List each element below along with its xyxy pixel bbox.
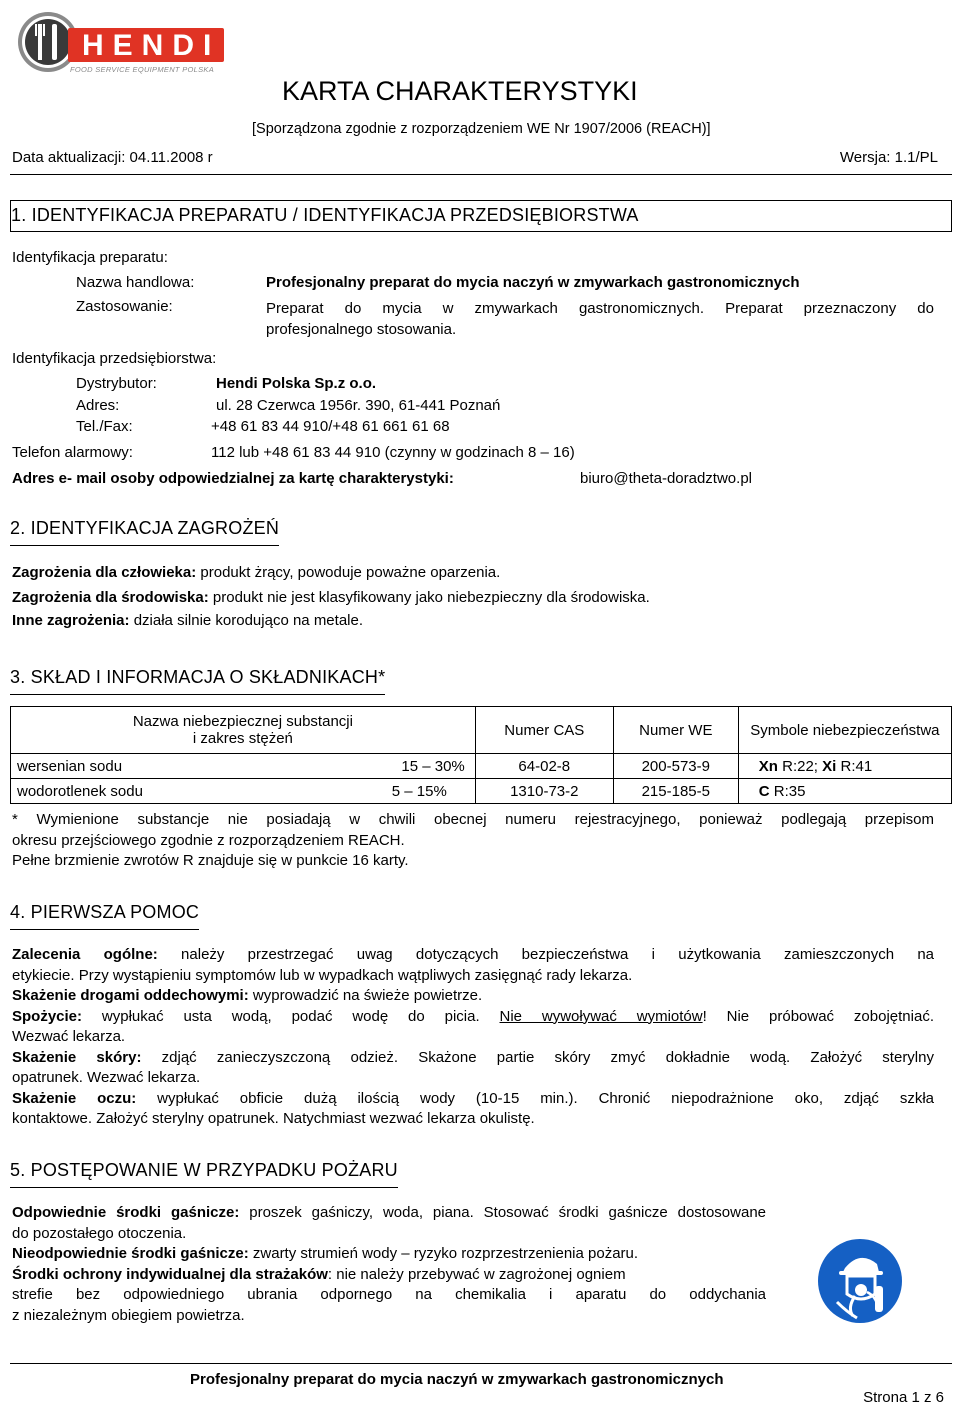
substance-cas: 64-02-8: [475, 754, 613, 779]
symbol-code: Xi: [822, 757, 837, 775]
hazard-env-value: produkt nie jest klasyfikowany jako niebezpieczny dla środowiska.: [212, 589, 650, 606]
section1-heading-box: [10, 200, 952, 232]
substance-name: wodorotlenek sodu: [11, 779, 293, 804]
hazard-human: [12, 564, 500, 581]
skin-text: zdjąć zanieczyszczoną odzież. Skażone partie skóry zmyć dokładnie wodą. Założyć sterylny: [161, 1048, 934, 1066]
skin-line2: opatrunek. Wezwać lekarza.: [12, 1069, 201, 1086]
general-label: Zalecenia ogólne:: [12, 946, 158, 963]
hazard-other: [12, 612, 363, 629]
header-substance-line2: i zakres stężeń: [192, 730, 293, 747]
table-row: [11, 754, 952, 779]
update-date: Data aktualizacji: 04.11.2008 r: [12, 149, 213, 166]
logo-tagline: FOOD SERVICE EQUIPMENT: [70, 65, 180, 74]
ppe-line1: [12, 1265, 766, 1286]
substance-concentration: 5 – 15%: [293, 779, 476, 804]
section1-heading: 1. IDENTYFIKACJA PREPARATU / IDENTYFIKACJA PRZEDSIĘBIORSTWA: [11, 205, 639, 225]
hazard-env: [12, 589, 650, 606]
unsuitable-text: zwarty strumień wody – ryzyko rozprzestrzenienia pożaru.: [252, 1245, 639, 1262]
trade-name-value: Profesjonalny preparat do mycia naczyń w zmywarkach gastronomicznych: [266, 274, 800, 291]
table-header-row: [11, 707, 952, 754]
section4-heading: 4. PIERWSZA POMOC: [10, 902, 199, 930]
suitable-text: proszek gaśniczy, woda, piana. Stosować środki gaśnicze dostosowane: [249, 1204, 767, 1221]
general-text: należy przestrzegać uwag dotyczących bezpieczeństwa i użytkowania zamieszczonych na: [181, 946, 935, 963]
hendi-logo: [16, 6, 226, 80]
header-substance: [11, 707, 476, 754]
hazard-human-value: produkt żrący, powoduje poważne oparzenia.: [200, 564, 501, 581]
footer-product: Profesjonalny preparat do mycia naczyń w zmywarkach gastronomicznych: [190, 1371, 724, 1388]
substances-table: [10, 706, 952, 804]
inhalation-label: Skażenie drogami oddechowymi:: [12, 987, 249, 1004]
note-line3: Pełne brzmienie zwrotów R znajduje się w punkcie 16 karty.: [12, 852, 409, 869]
unsuitable-line: [12, 1244, 766, 1265]
ingestion-line2: Wezwać lekarza.: [12, 1028, 126, 1045]
suitable-line1: [12, 1203, 766, 1224]
header-cas: Numer CAS: [475, 707, 613, 754]
hazard-other-label: Inne zagrożenia:: [12, 612, 130, 629]
substance-symbols: [738, 779, 951, 804]
suitable-label: Odpowiednie środki gaśnicze:: [12, 1204, 240, 1221]
trade-name-label: Nazwa handlowa:: [76, 274, 195, 291]
header-symbols: Symbole niebezpieczeństwa: [738, 707, 951, 754]
eye-line2: kontaktowe. Założyć sterylny opatrunek. Natychmiast wezwać lekarza okulistę.: [12, 1110, 535, 1127]
ppe-line3: z niezależnym obiegiem powietrza.: [12, 1306, 245, 1324]
first-aid-text: [12, 945, 934, 1130]
substance-symbols: [738, 754, 951, 779]
r-phrase: R:22;: [782, 757, 818, 775]
use-value-line2: profesjonalnego stosowania.: [266, 321, 457, 338]
ingestion-text-2: ! Nie próbować zobojętniać.: [702, 1007, 934, 1025]
document-subtitle: [Sporządzona zgodnie z rozporządzeniem WE Nr 1907/2006 (REACH)]: [252, 121, 711, 137]
use-value: [266, 298, 934, 340]
section3-heading: 3. SKŁAD I INFORMACJA O SKŁADNIKACH*: [10, 667, 385, 695]
general-line1: [12, 945, 934, 966]
version: Wersja: 1.1/PL: [839, 149, 938, 166]
use-value-line1: Preparat do mycia w zmywarkach gastronomicznych. Preparat przeznaczony do: [266, 300, 934, 317]
logo-brand-text: HENDI: [82, 29, 221, 62]
note-line1: * Wymienione substancje nie posiadają w chwili obecnej numeru rejestracyjnego, ponieważ podlegają przepisom: [12, 811, 934, 828]
section3-note: [12, 810, 934, 872]
email-value[interactable]: biuro@theta-doradztwo.pl: [580, 470, 752, 487]
eye-line1: [12, 1089, 934, 1110]
unsuitable-label: Nieodpowiednie środki gaśnicze:: [12, 1245, 249, 1262]
inhalation-text: wyprowadzić na świeże powietrze.: [252, 987, 483, 1004]
use-label: Zastosowanie:: [76, 298, 173, 315]
logo-brand-box: [68, 28, 224, 62]
suitable-line2: do pozostałego otoczenia.: [12, 1224, 187, 1242]
telfax-value: +48 61 83 44 910/+48 61 661 61 68: [211, 418, 450, 435]
company-id-label: Identyfikacja przedsiębiorstwa:: [12, 350, 217, 367]
emergency-value: 112 lub +48 61 83 44 910 (czynny w godzinach 8 – 16): [211, 444, 575, 461]
note-line2: okresu przejściowego zgodnie z rozporządzeniem REACH.: [12, 831, 405, 849]
firefighting-text: [12, 1203, 766, 1326]
hazard-env-label: Zagrożenia dla środowiska:: [12, 589, 209, 606]
ppe-label: Środki ochrony indywidualnej dla strażaków: [12, 1265, 328, 1283]
table-row: [11, 779, 952, 804]
ppe-line2: strefie bez odpowiedniego ubrania odpornego na chemikalia i aparatu do oddychania: [12, 1286, 766, 1303]
skin-line1: [12, 1048, 934, 1069]
substance-concentration: 15 – 30%: [293, 754, 476, 779]
footer-divider: [10, 1363, 952, 1364]
general-line2: etykiecie. Przy wystąpieniu symptomów lub w wypadkach wątpliwych zasięgnąć rady lekarza.: [12, 966, 633, 984]
footer-page: Strona 1 z 6: [863, 1389, 944, 1406]
substance-name: wersenian sodu: [11, 754, 293, 779]
ingestion-line1: [12, 1007, 934, 1028]
telfax-label: Tel./Fax:: [76, 418, 133, 435]
substance-cas: 1310-73-2: [475, 779, 613, 804]
breathing-apparatus-icon: [817, 1238, 903, 1324]
ingestion-label: Spożycie:: [12, 1007, 83, 1025]
section5-heading: 5. POSTĘPOWANIE W PRZYPADKU POŻARU: [10, 1160, 398, 1188]
skin-label: Skażenie skóry:: [12, 1048, 142, 1066]
address-label: Adres:: [76, 397, 120, 414]
inhalation-line: [12, 986, 934, 1007]
section2-heading: 2. IDENTYFIKACJA ZAGROŻEŃ: [10, 518, 279, 546]
document-title: KARTA CHARAKTERYSTYKI: [282, 76, 638, 106]
symbol-code: C: [758, 782, 770, 800]
substance-we: 200-573-9: [613, 754, 738, 779]
eye-text: wypłukać obficie dużą ilością wody (10-15 min.). Chronić niepodrażnione oko, zdjąć szkła: [157, 1089, 934, 1107]
header-we: Numer WE: [613, 707, 738, 754]
address-value: ul. 28 Czerwca 1956r. 390, 61-441 Poznań: [216, 397, 501, 414]
r-phrase: R:35: [773, 782, 806, 800]
substance-we: 215-185-5: [613, 779, 738, 804]
eye-label: Skażenie oczu:: [12, 1089, 137, 1107]
ppe-text: : nie należy przebywać w zagrożonej ogniem: [327, 1265, 626, 1283]
ingestion-warning: Nie wywoływać wymiotów: [499, 1007, 703, 1025]
email-label: Adres e- mail osoby odpowiedzialnej za kartę charakterystyki:: [12, 470, 454, 487]
r-phrase: R:41: [840, 757, 873, 775]
distributor-value: Hendi Polska Sp.z o.o.: [216, 375, 377, 392]
emergency-label: Telefon alarmowy:: [12, 444, 133, 461]
hazard-human-label: Zagrożenia dla człowieka:: [12, 564, 197, 581]
symbol-code: Xn: [758, 757, 778, 775]
hazard-other-value: działa silnie korodująco na metale.: [133, 612, 364, 629]
header-substance-line1: Nazwa niebezpiecznej substancji: [132, 713, 353, 730]
ingestion-text: wypłukać usta wodą, podać wodę do picia.: [101, 1007, 480, 1025]
distributor-label: Dystrybutor:: [76, 375, 157, 392]
header-divider: [10, 174, 952, 175]
logo-tagline-country: POLSKA: [182, 65, 215, 74]
prep-id-label: Identyfikacja preparatu:: [12, 249, 168, 266]
